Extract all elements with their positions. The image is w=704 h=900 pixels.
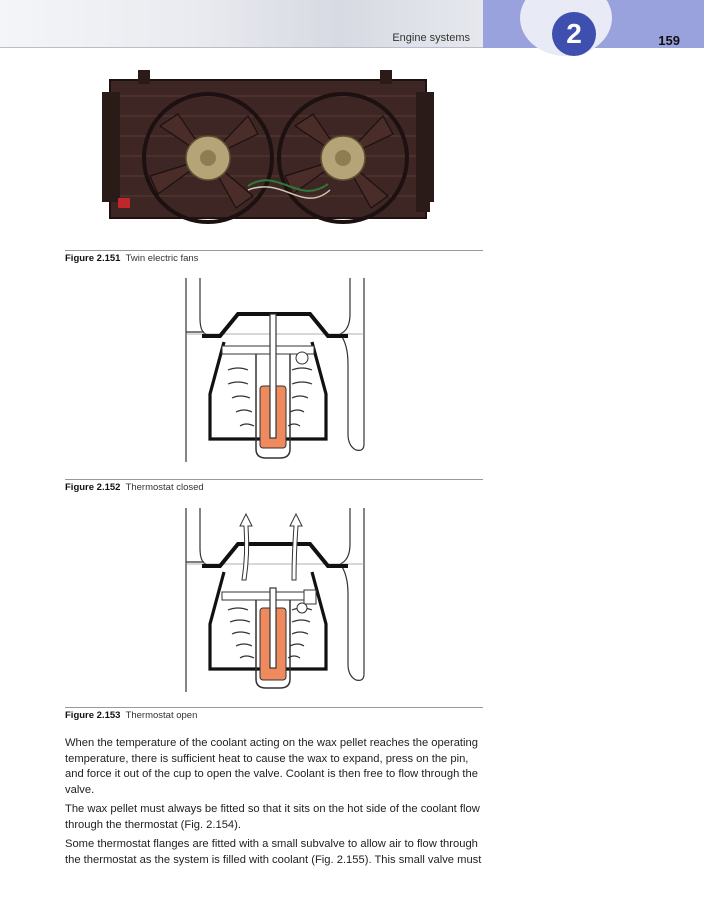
figure-number: Figure 2.151 bbox=[65, 253, 121, 264]
page-number: 159 bbox=[658, 33, 680, 48]
figure-caption-text: Twin electric fans bbox=[125, 253, 199, 264]
running-header: Engine systems bbox=[392, 32, 470, 44]
figure-divider bbox=[65, 250, 483, 251]
figure-caption bbox=[65, 482, 204, 493]
figure-number: Figure 2.152 bbox=[65, 482, 121, 493]
figure-caption bbox=[65, 253, 198, 264]
figure-divider bbox=[65, 707, 483, 708]
figure-caption-text: Thermostat open bbox=[125, 710, 198, 721]
radiator-fans-photo bbox=[98, 66, 438, 226]
figure-caption-text: Thermostat closed bbox=[125, 482, 204, 493]
body-text bbox=[65, 736, 483, 872]
figure-caption bbox=[65, 710, 197, 721]
figure-number: Figure 2.153 bbox=[65, 710, 121, 721]
paragraph: The wax pellet must always be fitted so that it sits on the hot side of the coolant flow through the thermostat (Fig. 2.154). bbox=[65, 803, 480, 831]
paragraph: When the temperature of the coolant acting on the wax pellet reaches the operating temperature, there is sufficient heat to cause the wax to expand, press on the pin, and force it out of the cup to open the valve. Coolant is then free to flow through the valve. bbox=[65, 737, 478, 796]
chapter-number-badge: 2 bbox=[552, 12, 596, 56]
paragraph: Some thermostat flanges are fitted with a small subvalve to allow air to flow through the thermostat as the system is filled with coolant (Fig. 2.155). This small valve must bbox=[65, 838, 482, 866]
thermostat-closed-diagram bbox=[180, 274, 370, 466]
thermostat-open-diagram bbox=[180, 504, 370, 696]
figure-divider bbox=[65, 479, 483, 480]
